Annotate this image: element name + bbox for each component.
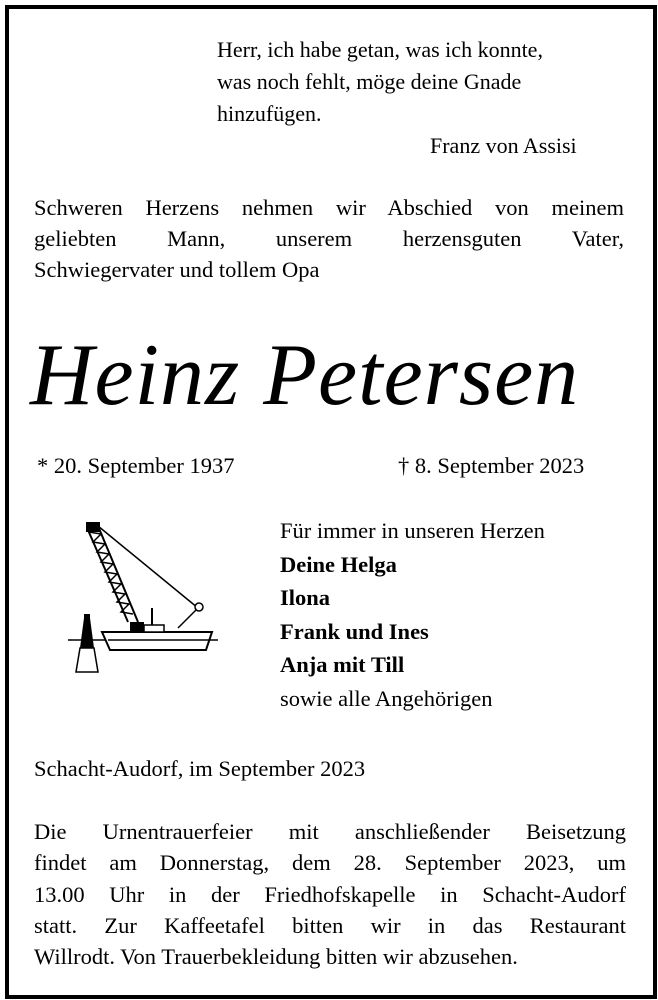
family-signatures — [280, 514, 545, 715]
intro-line: Schwiegervater und tollem Opa — [34, 257, 320, 282]
crane-ship-icon — [68, 522, 218, 674]
quote-line: was noch fehlt, möge deine Gnade — [217, 69, 522, 94]
family-closing-line: sowie alle Angehörigen — [280, 685, 493, 711]
family-name: Ilona — [280, 585, 331, 610]
quote-line: Herr, ich habe getan, was ich konnte, — [217, 37, 543, 62]
ceremony-info — [34, 816, 626, 972]
ceremony-line: 13.00 Uhr in der Friedhofskapelle in Schacht-Audorf — [34, 881, 626, 907]
ceremony-line: Willrodt. Von Trauerbekleidung bitten wir abzusehen. — [34, 944, 518, 970]
ceremony-line: findet am Donnerstag, dem 28. September 2023, um — [34, 850, 626, 876]
place-date: Schacht-Audorf, im September 2023 — [34, 756, 366, 781]
ceremony-line: Die Urnentrauerfeier mit anschließender Beisetzung — [34, 819, 626, 844]
family-name: Deine Helga — [280, 551, 397, 577]
quote-line: hinzufügen. — [217, 101, 322, 126]
deceased-name: Heinz Petersen — [30, 327, 580, 424]
family-intro-line: Für immer in unseren Herzen — [280, 518, 545, 543]
intro-line: Schweren Herzens nehmen wir Abschied von meinem — [34, 195, 624, 220]
family-name: Frank und Ines — [280, 618, 429, 644]
ceremony-line: statt. Zur Kaffeetafel bitten wir in das Restaurant — [34, 912, 626, 938]
intro-text — [34, 192, 624, 285]
family-name: Anja mit Till — [280, 652, 405, 677]
death-date: † 8. September 2023 — [398, 453, 585, 478]
quote-author: Franz von Assisi — [430, 133, 577, 158]
quote — [217, 34, 543, 130]
intro-line: geliebten Mann, unserem herzensguten Vater, — [34, 226, 624, 251]
birth-date: * 20. September 1937 — [37, 453, 235, 478]
